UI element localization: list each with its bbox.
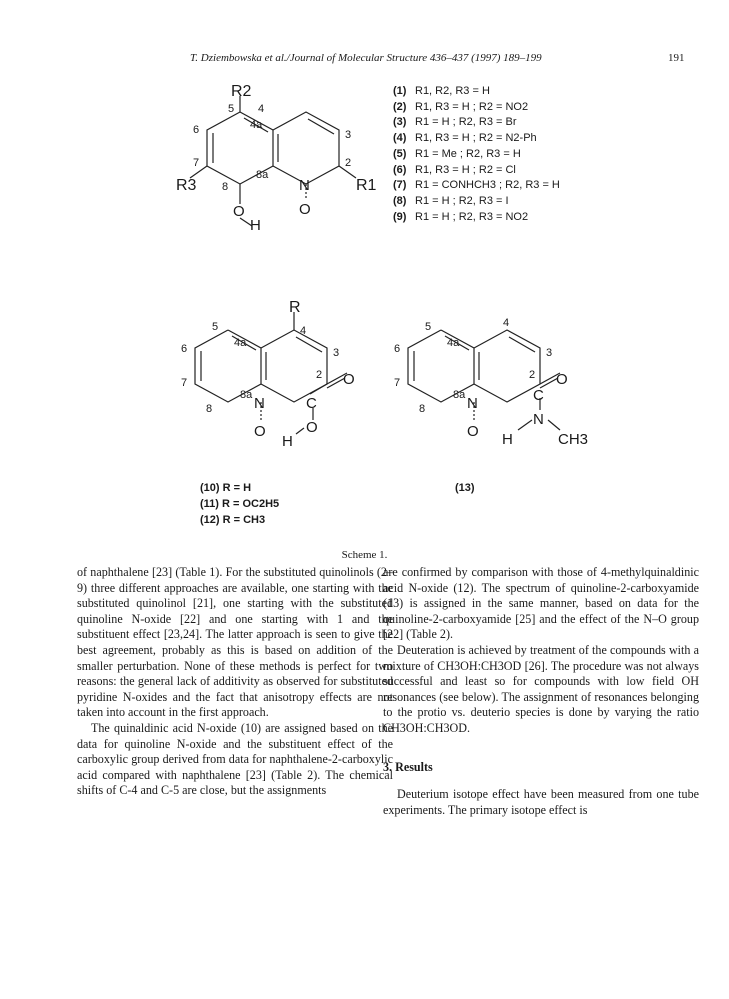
s1-pos8a: 8a — [256, 169, 269, 181]
compound-definition: R1 = H ; R2, R3 = NO2 — [415, 210, 529, 223]
compound-number: (8) — [393, 194, 407, 207]
s3-pos2: 2 — [529, 369, 536, 381]
s1-R3: R3 — [176, 177, 197, 194]
s2-pos7: 7 — [181, 377, 188, 389]
s3-N-ring: N — [467, 395, 478, 412]
s3-pos4a: 4a — [447, 337, 460, 349]
compound-row — [393, 163, 560, 179]
s2-entry-11: (11) R = OC2H5 — [200, 498, 280, 510]
compound-list — [393, 84, 560, 225]
compound-number: (3) — [393, 116, 407, 129]
compound-row — [393, 147, 560, 163]
s2-pos2: 2 — [316, 369, 323, 381]
s2-pos4: 4 — [300, 325, 307, 337]
left-text-column — [77, 565, 393, 799]
compound-number: (6) — [393, 163, 407, 176]
compound-definition: R1 = H ; R2, R3 = Br — [415, 116, 517, 129]
compound-number: (5) — [393, 147, 407, 160]
compound-row — [393, 194, 560, 210]
compound-definition: R1 = H ; R2, R3 = I — [415, 194, 509, 207]
s3-pos5: 5 — [425, 321, 432, 333]
compound-definition: R1, R3 = H ; R2 = NO2 — [415, 100, 529, 113]
compound-row — [393, 178, 560, 194]
compound-definition: R1, R3 = H ; R2 = Cl — [415, 163, 516, 176]
compound-row — [393, 115, 560, 131]
s1-pos4a: 4a — [250, 119, 263, 131]
s3-H: H — [502, 431, 513, 448]
compound-row — [393, 131, 560, 147]
running-head: T. Dziembowska et al./Journal of Molecular Structure 436–437 (1997) 189–199 — [190, 52, 542, 64]
s1-H: H — [250, 217, 261, 234]
compound-row — [393, 210, 560, 226]
compound-number: (9) — [393, 210, 407, 223]
s2-O-noxide: O — [254, 423, 266, 440]
s2-pos8: 8 — [206, 403, 213, 415]
s3-pos8: 8 — [419, 403, 426, 415]
right-text-column — [383, 565, 699, 818]
compound-row — [393, 100, 560, 116]
s3-pos8a: 8a — [453, 389, 466, 401]
s3-N-amide: N — [533, 411, 544, 428]
s3-pos3: 3 — [546, 347, 553, 359]
compound-number: (4) — [393, 132, 407, 145]
compound-definition: R1, R3 = H ; R2 = N2-Ph — [415, 132, 537, 145]
s1-pos6: 6 — [193, 124, 200, 136]
s3-O-noxide: O — [467, 423, 479, 440]
s2-pos5: 5 — [212, 321, 219, 333]
s2-O-carbonyl: O — [343, 371, 355, 388]
compound-number: (7) — [393, 179, 407, 192]
s2-O-acid: O — [306, 419, 318, 436]
s3-entry-13: (13) — [455, 482, 475, 494]
section-heading: 3. Results — [383, 759, 433, 774]
s1-R1: R1 — [356, 177, 377, 194]
compound-definition: R1 = Me ; R2, R3 = H — [415, 147, 521, 160]
s1-pos5: 5 — [228, 103, 235, 115]
s3-pos7: 7 — [394, 377, 401, 389]
s2-H: H — [282, 433, 293, 450]
s1-O-hydroxyl: O — [233, 203, 245, 220]
s2-pos3: 3 — [333, 347, 340, 359]
s3-pos4: 4 — [503, 317, 510, 329]
s2-R: R — [289, 299, 301, 316]
s1-O-ring: O — [299, 201, 311, 218]
s2-entry-10: (10) R = H — [200, 482, 252, 494]
s3-pos6: 6 — [394, 343, 401, 355]
paragraph: The quinaldinic acid N-oxide (10) are assigned based on the data for quinoline N-oxide and the substituent effect of the carboxylic group derived from data for naphthalene-2-carboxylic acid compared with naphthalene [23] (Table 2). The chemical shifts of C-4 and C-5 are close, but the assignments — [77, 720, 393, 798]
s3-CH3: CH3 — [558, 431, 589, 448]
compound-number: (1) — [393, 85, 407, 97]
compound-row — [393, 84, 560, 100]
s2-pos8a: 8a — [240, 389, 253, 401]
s2-pos4a: 4a — [234, 337, 247, 349]
s1-R2: R2 — [231, 83, 252, 100]
s1-pos4: 4 — [258, 103, 265, 115]
s3-O-carbonyl: O — [556, 371, 568, 388]
paragraph: are confirmed by comparison with those of 4-methylquinaldinic acid N-oxide (12). The spectrum of quinoline-2-carboxyamide (13) is assigned in the same manner, based on data for the quinoline-2-carboxyamide [25] and the effect of the N–O group [22] (Table 2). — [383, 565, 699, 642]
paragraph: Deuteration is achieved by treatment of the compounds with a mixture of CH3OH:CH3OD [26]. The procedure was not always successful and least so for compounds with low field OH resonances (see below). The assignment of resonances belonging to the protio vs. deuterio species is done by varying the ratio CH3OH:CH3OD. — [383, 642, 699, 735]
page-number: 191 — [668, 52, 685, 64]
s1-pos3: 3 — [345, 129, 352, 141]
s1-N: N — [299, 177, 310, 194]
s2-C: C — [306, 395, 317, 412]
compound-definition: R1, R2, R3 = H — [415, 85, 490, 97]
s1-pos8: 8 — [222, 181, 229, 193]
scheme-caption: Scheme 1. — [341, 549, 388, 561]
s3-C: C — [533, 387, 544, 404]
paragraph: Deuterium isotope effect have been measured from one tube experiments. The primary isotope effect is — [383, 787, 699, 817]
compound-definition: R1 = CONHCH3 ; R2, R3 = H — [415, 179, 560, 192]
s2-entry-12: (12) R = CH3 — [200, 514, 266, 526]
s2-pos6: 6 — [181, 343, 188, 355]
s1-pos7: 7 — [193, 157, 200, 169]
compound-number: (2) — [393, 100, 407, 113]
s1-pos2: 2 — [345, 157, 352, 169]
paragraph: of naphthalene [23] (Table 1). For the substituted quinolinols (2–9) three different approaches are available, one starting with the substituted quinolinol [21], one starting with the substituted quinoline N-oxide [22] and one starting with 1 and the substituent effect [23,24]. The latter approach is seen to give the best agreement, probably as this is based on addition of the smaller perturbation. None of these methods is perfect for two reasons: the general lack of additivity as observed for substituted pyridine N-oxides and the fact that anisotropy effects are not taken into account in the first approach. — [77, 565, 393, 720]
s2-N: N — [254, 395, 265, 412]
